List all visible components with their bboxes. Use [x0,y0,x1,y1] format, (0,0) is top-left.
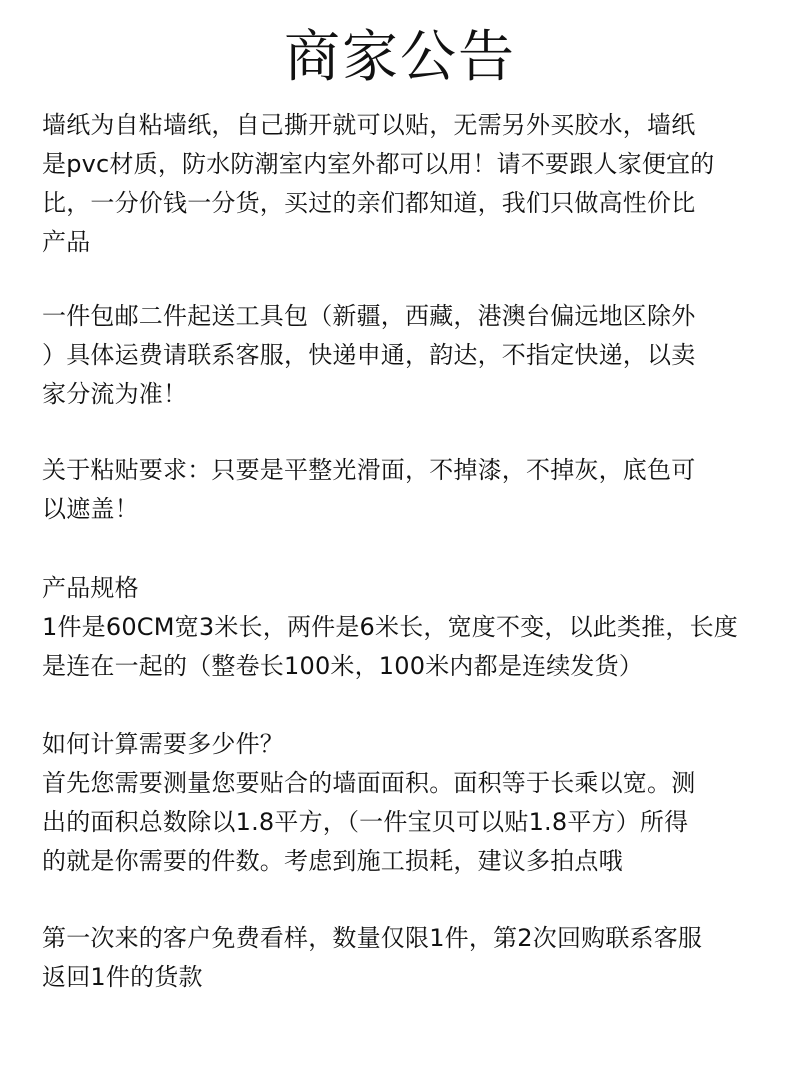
section-heading: 如何计算需要多少件？ [42,730,284,758]
text-line: 是连在一起的（整卷长100米，100米内都是连续发货） [42,652,644,680]
paragraph-product-specs [42,569,762,686]
text-line: 家分流为准！ [42,380,188,408]
text-line: 关于粘贴要求：只要是平整光滑面，不掉漆，不掉灰，底色可 [42,456,696,484]
text-line: 首先您需要测量您要贴合的墙面面积。面积等于长乘以宽。测 [42,769,696,797]
text-line: ）具体运费请联系客服，快递申通，韵达，不指定快递，以卖 [42,341,696,369]
section-heading: 产品规格 [42,574,139,602]
paragraph-free-sample [42,919,762,997]
text-line: 的就是你需要的件数。考虑到施工损耗，建议多拍点哦 [42,847,623,875]
text-line: 墙纸为自粘墙纸，自己撕开就可以贴，无需另外买胶水，墙纸 [42,111,696,139]
paragraph-quantity-calculation [42,725,762,881]
paragraph-application-requirements [42,451,762,529]
text-line: 1件是60CM宽3米长，两件是6米长，宽度不变，以此类推，长度 [42,613,739,641]
paragraph-self-adhesive-info [42,106,762,262]
text-line: 一件包邮二件起送工具包（新疆，西藏，港澳台偏远地区除外 [42,302,696,330]
text-line: 是pvc材质，防水防潮室内室外都可以用！请不要跟人家便宜的 [42,150,715,178]
text-line: 比，一分价钱一分货，买过的亲们都知道，我们只做高性价比 [42,189,696,217]
page-title: 商家公告 [284,25,516,90]
paragraph-shipping-info [42,297,762,414]
text-line: 第一次来的客户免费看样，数量仅限1件，第2次回购联系客服 [42,924,703,952]
text-line: 出的面积总数除以1.8平方，（一件宝贝可以贴1.8平方）所得 [42,808,689,836]
text-line: 返回1件的货款 [42,963,203,991]
text-line: 产品 [42,228,91,256]
text-line: 以遮盖！ [42,495,139,523]
